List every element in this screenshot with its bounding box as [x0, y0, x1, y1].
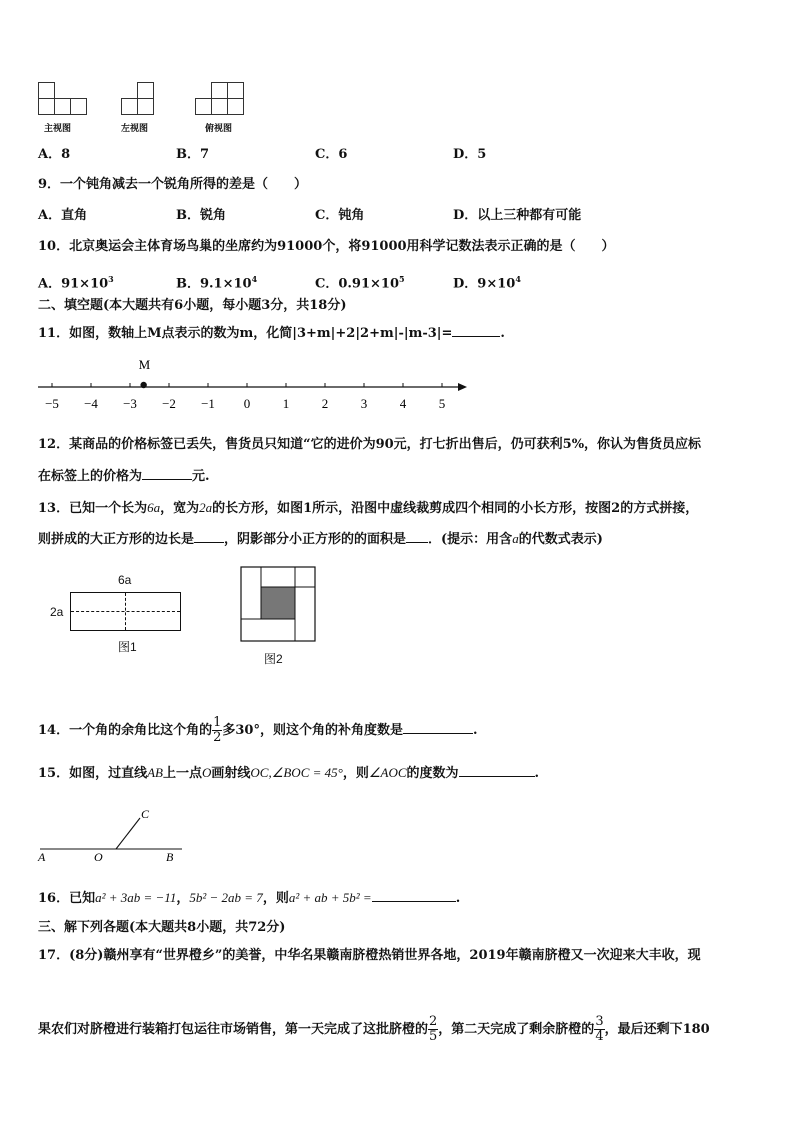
- front-view-caption: 主视图: [44, 124, 72, 134]
- left-view-cell: [121, 98, 138, 115]
- shaded-square: [261, 587, 295, 619]
- label-a: A: [38, 850, 46, 864]
- q12-line-2: 在标签上的价格为 元.: [38, 469, 210, 484]
- number-line-tick-label: 4: [399, 396, 407, 411]
- q16-text: 16．已知a² + 3ab = −11，5b² − 2ab = 7，则a² + ab + 5b² = .: [38, 890, 461, 906]
- point-m-label: M: [138, 357, 151, 372]
- q9-option-c: C．钝角: [315, 208, 365, 223]
- top-view-cell: [211, 82, 228, 99]
- q14-text: 14．一个角的余角比这个角的 $\frac{1}{2}$ 多30°，则这个角的补角度数是 .: [38, 715, 478, 745]
- figure-1-caption: 图1: [118, 640, 137, 654]
- q9-option-b: B．锐角: [176, 208, 226, 223]
- q10-option-d: D．$9\times 10^4$: [453, 274, 521, 292]
- q10-option-a: A．$91\times 10^3$: [38, 274, 114, 292]
- q13-blank-1: [194, 530, 224, 543]
- q13-line-1: 13．已知一个长为6a，宽为2a的长方形，如图1所示，沿图中虚线裁剪成四个相同的小长方形，按图2的方式拼接，: [38, 500, 699, 516]
- q15-text: 15．如图，过直线AB上一点O画射线OC,∠BOC = 45°，则∠AOC的度数为 .: [38, 765, 540, 781]
- top-view-cell: [227, 98, 244, 115]
- number-line-arrow: [458, 383, 467, 391]
- top-view-cell: [227, 82, 244, 99]
- q10-option-b: B．$9.1\times 10^4$: [176, 274, 258, 292]
- number-line-tick-label: −2: [162, 396, 176, 411]
- front-view-cell: [38, 82, 55, 99]
- angle-figure: [32, 800, 192, 864]
- q10-option-c: C．$0.91\times 10^5$: [315, 274, 405, 292]
- q10-text: 10．北京奥运会主体育场鸟巢的坐席约为91000个，将91000用科学记数法表示正确的是（ ）: [38, 239, 615, 254]
- q15-answer-blank: [459, 764, 535, 777]
- label-b: B: [166, 850, 174, 864]
- number-line-tick-label: 3: [360, 396, 368, 411]
- label-c: C: [141, 807, 150, 821]
- left-view-cell: [137, 98, 154, 115]
- left-view-caption: 左视图: [121, 124, 149, 134]
- q17-line-2: 果农们对脐橙进行装箱打包运往市场销售，第一天完成了这批脐橙的 $\frac{2}{5}$ ，第二天完成了剩余脐橙的 $\frac{3}{4}$ ，最后还剩下180: [38, 1014, 710, 1044]
- q13-line-2: 则拼成的大正方形的边长是 ，阴影部分小正方形的的面积是 ．(提示：用含a的代数式表示): [38, 531, 603, 547]
- q13-blank-2: [406, 530, 428, 543]
- number-line-tick-label: −3: [123, 396, 137, 411]
- section-2-heading: 二、填空题(本大题共有6小题，每小题3分，共18分): [38, 298, 347, 313]
- front-view-cell: [54, 98, 71, 115]
- q8-option-b: B．7: [176, 147, 210, 162]
- number-line: [30, 352, 475, 414]
- q12-answer-blank: [142, 467, 192, 480]
- number-line-tick-label: 5: [438, 396, 446, 411]
- number-line-tick-label: −5: [45, 396, 59, 411]
- ray-oc: [116, 818, 140, 849]
- left-view-cell: [137, 82, 154, 99]
- q9-text: 9．一个钝角减去一个锐角所得的差是（ ）: [38, 177, 308, 192]
- number-line-tick-label: 0: [243, 396, 251, 411]
- q17-line-1: 17．(8分)赣州享有“世界橙乡”的美誉，中华名果赣南脐橙热销世界各地，2019年赣南脐橙又一次迎来大丰收，现: [38, 948, 701, 963]
- number-line-tick-label: −4: [84, 396, 98, 411]
- q16-answer-blank: [372, 889, 456, 902]
- point-m: [140, 382, 146, 388]
- q8-option-a: A．8: [38, 147, 71, 162]
- q12-line-1: 12．某商品的价格标签已丢失，售货员只知道“它的进价为90元，打七折出售后，仍可获利5%，你认为售货员应标: [38, 437, 702, 452]
- figure-1-vertical-dash: [125, 593, 126, 630]
- figure-2-caption: 图2: [264, 652, 283, 666]
- q11-text: 11．如图，数轴上M点表示的数为m，化简|3+m|+2|2+m|-|m-3|= .: [38, 326, 505, 341]
- figure-1-top-label: 6a: [118, 573, 132, 587]
- figure-2-square: [240, 566, 318, 644]
- front-view-cell: [70, 98, 87, 115]
- section-3-heading: 三、解下列各题(本大题共8小题，共72分): [38, 920, 286, 935]
- top-view-cell: [211, 98, 228, 115]
- number-line-tick-label: 2: [321, 396, 329, 411]
- q8-option-d: D．5: [453, 147, 487, 162]
- q14-answer-blank: [403, 721, 473, 734]
- figure-1-left-label: 2a: [50, 605, 64, 619]
- front-view-cell: [38, 98, 55, 115]
- q8-option-c: C．6: [315, 147, 348, 162]
- number-line-tick-label: −1: [201, 396, 215, 411]
- q9-option-d: D．以上三种都有可能: [453, 208, 582, 223]
- q9-option-a: A．直角: [38, 208, 88, 223]
- q11-answer-blank: [452, 324, 500, 337]
- top-view-cell: [195, 98, 212, 115]
- top-view-caption: 俯视图: [205, 124, 233, 134]
- label-o: O: [94, 850, 103, 864]
- figure-1-rectangle: [70, 592, 181, 631]
- number-line-tick-label: 1: [282, 396, 290, 411]
